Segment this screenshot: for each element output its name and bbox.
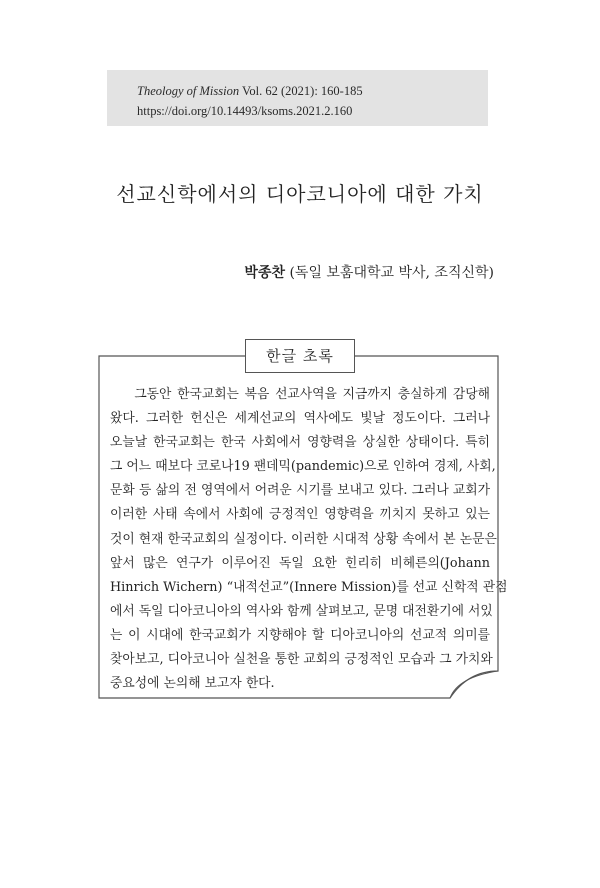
abstract-line: 왔다. 그러한 헌신은 세계선교의 역사에도 빛날 정도이다. 그러나	[110, 411, 490, 427]
abstract-line: 오늘날 한국교회는 한국 사회에서 영향력을 상실한 상태이다. 특히	[110, 435, 490, 451]
journal-citation-box	[107, 70, 488, 126]
abstract-line: Hinrich Wichern) “내적선교”(Innere Mission)를 선교 신학적 관점	[110, 579, 508, 595]
abstract-line: 앞서 많은 연구가 이루어진 독일 요한 힌리히 비헤른의(Johann	[110, 555, 490, 571]
abstract-line: 이러한 사태 속에서 사회에 긍정적인 영향력을 끼치지 못하고 있는	[110, 507, 490, 523]
abstract-line: 찾아보고, 디아코니아 실천을 통한 교회의 긍정적인 모습과 그 가치와	[110, 652, 493, 668]
abstract-line: 문화 등 삶의 전 영역에서 어려운 시기를 보내고 있다. 그러나 교회가	[110, 483, 490, 499]
journal-info-line	[137, 81, 488, 101]
abstract-line: 그 어느 때보다 코로나19 팬데믹(pandemic)으로 인하여 경제, 사회,	[110, 459, 496, 475]
abstract-line: 에서 독일 디아코니아의 역사와 함께 살펴보고, 문명 대전환기에 서있	[110, 603, 493, 619]
journal-doi: https://doi.org/10.14493/ksoms.2021.2.160	[137, 104, 353, 118]
abstract-line: 것이 현재 한국교회의 실정이다. 이러한 시대적 상황 속에서 본 논문은	[110, 531, 497, 547]
author-affiliation: (독일 보훔대학교 박사, 조직신학)	[289, 265, 494, 281]
abstract-line: 중요성에 논의해 보고자 한다.	[110, 676, 275, 692]
journal-name: Theology of Mission	[137, 84, 240, 98]
journal-issue: Vol. 62 (2021): 160-185	[242, 84, 363, 98]
author-name: 박종찬	[244, 265, 285, 281]
author-line	[244, 262, 494, 282]
abstract-label: 한글 초록	[245, 339, 355, 373]
abstract-line: 그동안 한국교회는 복음 선교사역을 지금까지 충실하게 감당해	[134, 387, 490, 402]
abstract-body	[110, 383, 508, 696]
paper-title: 선교신학에서의 디아코니아에 대한 가치	[116, 182, 484, 206]
abstract-line: 는 이 시대에 한국교회가 지향해야 할 디아코니아의 선교적 의미를	[110, 627, 490, 643]
